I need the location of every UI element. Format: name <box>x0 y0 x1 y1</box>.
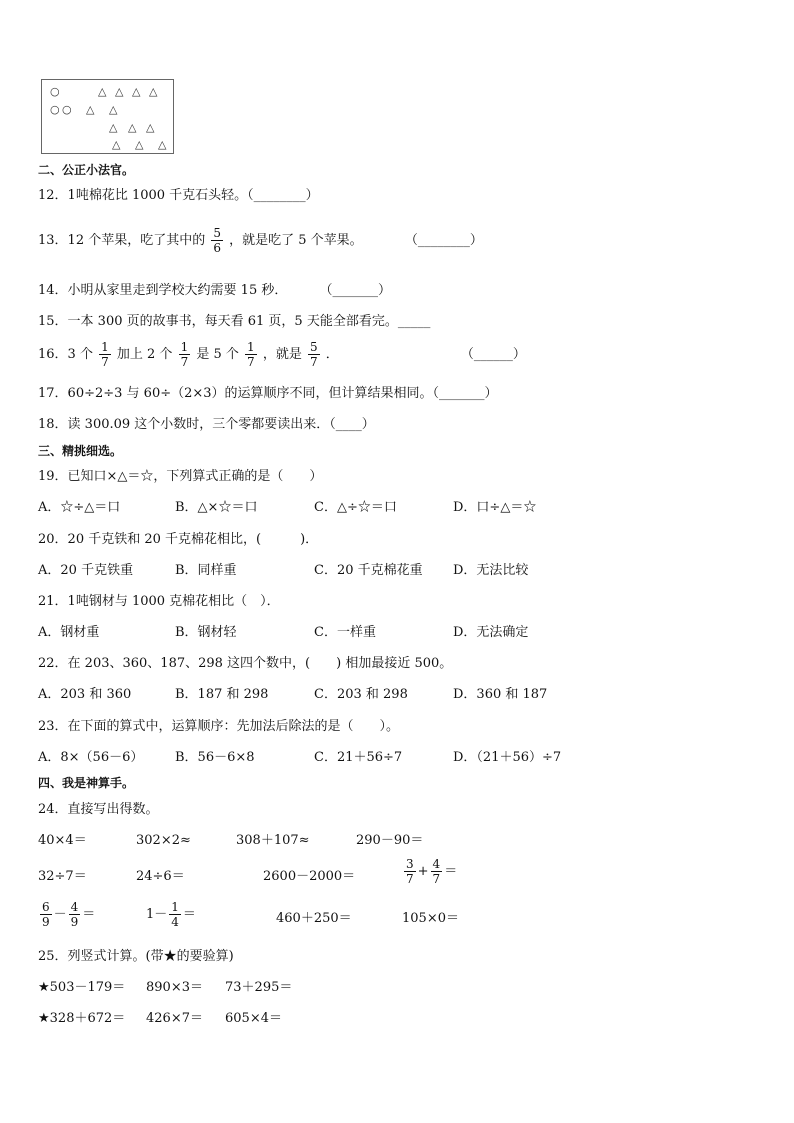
q14-answer-blank[interactable]: （_______） <box>319 283 392 298</box>
triangle-icon: △ <box>98 85 107 98</box>
q21-option-a[interactable]: A．钢材重 <box>38 625 100 640</box>
circle-icon: ○ <box>62 103 72 116</box>
q13-fraction <box>211 226 223 255</box>
q25-item: 605×4＝ <box>225 1011 282 1026</box>
q16-text-3: 是 5 个 <box>196 347 239 362</box>
question-18: 18．读 300.09 这个小数时，三个零都要读出来．（____） <box>38 417 375 432</box>
question-25: 25．列竖式计算。(带★的要验算) <box>38 949 234 964</box>
q13-text-after: ，就是吃了 5 个苹果。 <box>229 233 363 248</box>
q21-option-b[interactable]: B．钢材轻 <box>175 625 237 640</box>
q25-item: ★328＋672＝ <box>38 1011 126 1026</box>
q16-fraction-1 <box>99 340 111 369</box>
q25-item: 426×7＝ <box>146 1011 203 1026</box>
q20-option-b[interactable]: B．同样重 <box>175 563 237 578</box>
fraction <box>69 900 81 929</box>
q16-answer-blank[interactable]: （______） <box>460 347 526 362</box>
q16-text-1: 16．3 个 <box>38 347 93 362</box>
operator: － <box>53 907 67 922</box>
denominator: 9 <box>42 915 50 929</box>
shape-figure <box>41 79 174 154</box>
q22-option-d[interactable]: D．360 和 187 <box>453 687 548 702</box>
q19-option-a[interactable]: A．☆÷△＝口 <box>38 500 121 515</box>
question-19: 19．已知口×△＝☆，下列算式正确的是（ ） <box>38 469 323 484</box>
denominator: 9 <box>70 915 79 929</box>
triangle-icon: △ <box>132 85 141 98</box>
q19-option-c[interactable]: C．△÷☆＝口 <box>314 500 397 515</box>
section-heading-4: 四、我是神算手。 <box>38 776 135 790</box>
q24-item: 460＋250＝ <box>276 911 352 926</box>
question-15: 15．一本 300 页的故事书，每天看 61 页，5 天能全部看完。_____ <box>38 314 431 329</box>
denominator: 7 <box>406 872 414 886</box>
numerator: 1 <box>180 340 189 354</box>
numerator: 5 <box>309 340 318 354</box>
q24-fraction-item <box>38 900 95 929</box>
section-heading-3: 三、精挑细选。 <box>38 444 123 458</box>
q24-item: 2600－2000＝ <box>263 869 356 884</box>
triangle-icon: △ <box>149 85 158 98</box>
triangle-icon: △ <box>109 103 118 116</box>
q16-fraction-2 <box>179 340 191 369</box>
triangle-icon: △ <box>158 138 167 151</box>
fraction <box>40 900 52 929</box>
question-24: 24．直接写出得数。 <box>38 802 159 817</box>
q22-option-c[interactable]: C．203 和 298 <box>314 687 408 702</box>
triangle-icon: △ <box>146 121 155 134</box>
question-21: 21．1吨钢材与 1000 克棉花相比（ ）． <box>38 594 280 609</box>
q19-option-d[interactable]: D．口÷△＝☆ <box>453 500 537 515</box>
question-12: 12．1吨棉花比 1000 千克石头轻。（________） <box>38 188 319 203</box>
q24-item: 40×4＝ <box>38 833 87 848</box>
numerator: 3 <box>406 857 414 871</box>
triangle-icon: △ <box>135 138 144 151</box>
denominator: 4 <box>171 915 179 929</box>
q21-option-c[interactable]: C．一样重 <box>314 625 376 640</box>
numerator: 4 <box>70 900 79 914</box>
q25-item: 890×3＝ <box>146 980 203 995</box>
numerator: 1 <box>171 900 179 914</box>
triangle-icon: △ <box>86 103 95 116</box>
q20-option-a[interactable]: A．20 千克铁重 <box>38 563 134 578</box>
q16-text-2: 加上 2 个 <box>116 347 173 362</box>
numerator: 4 <box>432 857 441 871</box>
section-heading-2: 二、公正小法官。 <box>38 163 135 177</box>
q16-fraction-3 <box>245 340 257 369</box>
q24-fraction-item <box>402 857 457 886</box>
q23-option-b[interactable]: B．56－6×8 <box>175 750 255 765</box>
q24-item: 308＋107≈ <box>236 833 310 848</box>
denominator: 7 <box>309 355 318 369</box>
question-16 <box>38 340 526 369</box>
denominator: 7 <box>101 355 109 369</box>
q24-item: 105×0＝ <box>402 911 459 926</box>
triangle-icon: △ <box>115 85 124 98</box>
q23-option-a[interactable]: A．8×（56－6） <box>38 750 144 765</box>
q16-text-5: ． <box>325 347 339 362</box>
fraction <box>431 857 443 886</box>
question-14 <box>38 283 391 299</box>
denominator: 7 <box>247 355 255 369</box>
equals-sign: ＝ <box>182 907 196 922</box>
numerator: 6 <box>42 900 50 914</box>
fraction <box>404 857 416 886</box>
q14-text: 14．小明从家里走到学校大约需要 15 秒． <box>38 283 288 298</box>
q19-option-b[interactable]: B．△×☆＝口 <box>175 500 258 515</box>
q21-option-d[interactable]: D．无法确定 <box>453 625 529 640</box>
q25-item: 73＋295＝ <box>225 980 293 995</box>
equals-sign: ＝ <box>82 907 96 922</box>
triangle-icon: △ <box>112 138 121 151</box>
denominator: 7 <box>432 872 441 886</box>
q20-option-d[interactable]: D．无法比较 <box>453 563 529 578</box>
denominator: 7 <box>180 355 189 369</box>
prefix: 1－ <box>146 907 168 922</box>
q24-item: 32÷7＝ <box>38 869 87 884</box>
question-20: 20．20 千克铁和 20 千克棉花相比，( )． <box>38 532 319 547</box>
q22-option-a[interactable]: A．203 和 360 <box>38 687 132 702</box>
q13-answer-blank[interactable]: （________） <box>404 233 483 248</box>
circle-icon: ○ <box>50 103 60 116</box>
q16-text-4: ，就是 <box>262 347 302 362</box>
circle-icon: ○ <box>50 85 60 98</box>
triangle-icon: △ <box>109 121 118 134</box>
question-22: 22．在 203、360、187、298 这四个数中，( ) 相加最接近 500。 <box>38 656 453 671</box>
numerator: 1 <box>101 340 109 354</box>
numerator: 1 <box>247 340 255 354</box>
q20-option-c[interactable]: C．20 千克棉花重 <box>314 563 423 578</box>
q16-fraction-4 <box>308 340 320 369</box>
q13-text-before: 13．12 个苹果，吃了其中的 <box>38 233 206 248</box>
q24-item: 290－90＝ <box>356 833 424 848</box>
q13-numerator: 5 <box>213 226 221 240</box>
question-13 <box>38 226 483 255</box>
q22-option-b[interactable]: B．187 和 298 <box>175 687 269 702</box>
triangle-icon: △ <box>128 121 137 134</box>
q13-denominator: 6 <box>213 241 221 255</box>
fraction <box>169 900 181 929</box>
q24-fraction-item <box>146 900 196 929</box>
operator: + <box>417 864 429 879</box>
q24-item: 24÷6＝ <box>136 869 185 884</box>
q25-item: ★503－179＝ <box>38 980 126 995</box>
question-23: 23．在下面的算式中，运算顺序：先加法后除法的是（ ）。 <box>38 719 400 734</box>
q24-item: 302×2≈ <box>136 833 191 848</box>
q23-option-d[interactable]: D．（21＋56）÷7 <box>453 750 562 765</box>
q23-option-c[interactable]: C．21＋56÷7 <box>314 750 403 765</box>
question-17: 17．60÷2÷3 与 60÷（2×3）的运算顺序不同，但计算结果相同。（_______） <box>38 386 498 401</box>
equals-sign: ＝ <box>444 864 458 879</box>
